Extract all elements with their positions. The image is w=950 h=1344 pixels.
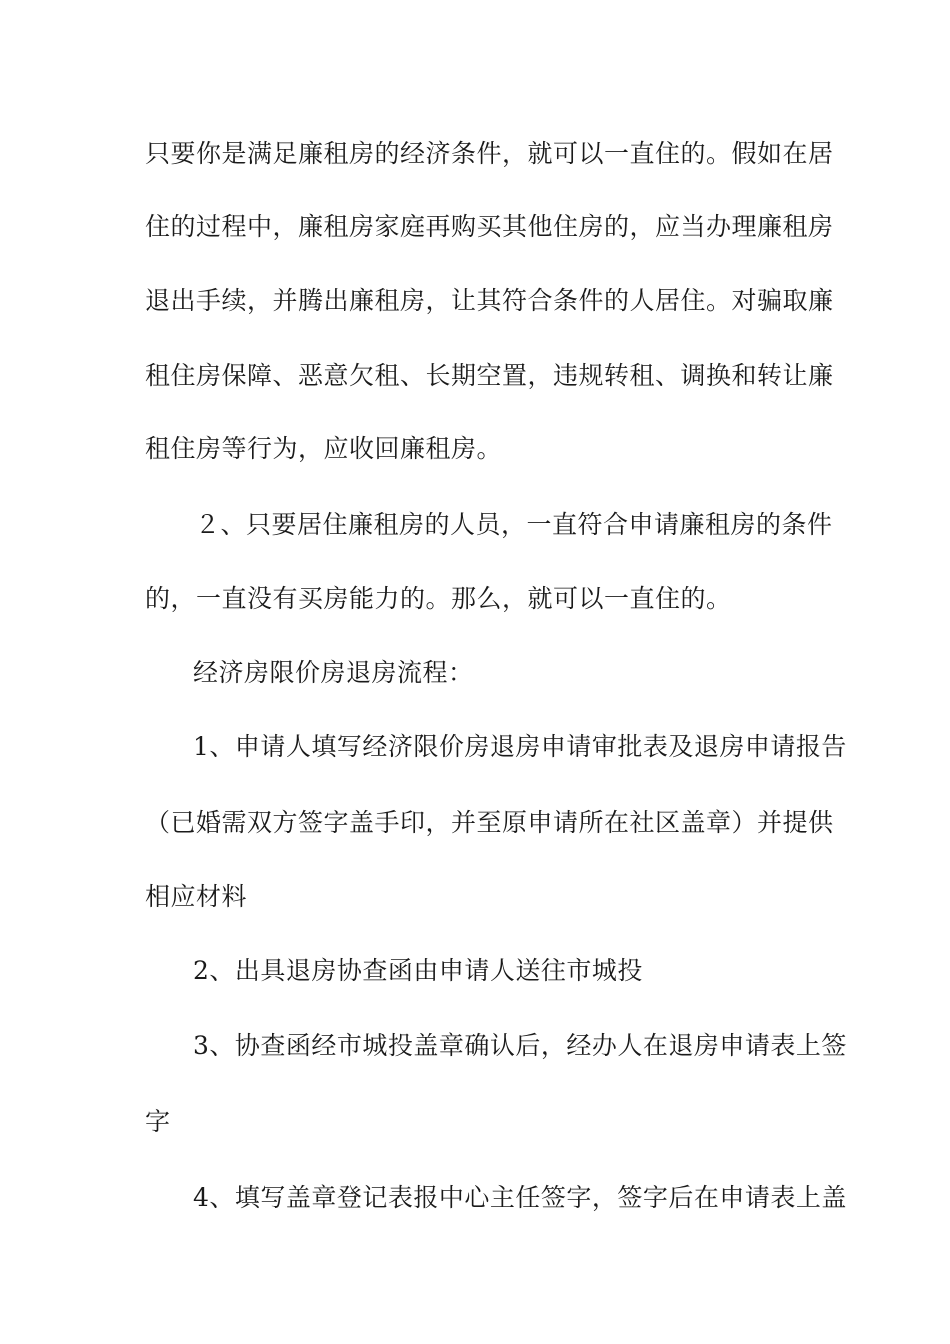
paragraph-line: 住的过程中，廉租房家庭再购买其他住房的，应当办理廉租房 bbox=[145, 212, 834, 241]
paragraph-line: 租住房保障、恶意欠租、长期空置，违规转租、调换和转让廉 bbox=[145, 361, 834, 390]
paragraph-line: 退出手续，并腾出廉租房，让其符合条件的人居住。对骗取廉 bbox=[145, 286, 834, 315]
paragraph-line: 字 bbox=[145, 1107, 171, 1136]
paragraph-line: 4、填写盖章登记表报中心主任签字，签字后在申请表上盖 bbox=[193, 1183, 847, 1212]
paragraph-line: 的，一直没有买房能力的。那么，就可以一直住的。 bbox=[145, 584, 732, 613]
paragraph-line: 租住房等行为，应收回廉租房。 bbox=[145, 434, 503, 463]
section-heading: 经济房限价房退房流程： bbox=[193, 658, 474, 687]
paragraph-line: （已婚需双方签字盖手印，并至原申请所在社区盖章）并提供 bbox=[145, 808, 834, 837]
paragraph-line: 2、出具退房协查函由申请人送往市城投 bbox=[193, 956, 643, 985]
paragraph-line: 1、申请人填写经济限价房退房申请审批表及退房申请报告 bbox=[193, 732, 847, 761]
paragraph-line: 只要你是满足廉租房的经济条件，就可以一直住的。假如在居 bbox=[145, 139, 834, 168]
paragraph-line: 相应材料 bbox=[145, 882, 248, 911]
paragraph-line: ２、只要居住廉租房的人员，一直符合申请廉租房的条件 bbox=[195, 510, 833, 539]
paragraph-line: 3、协查函经市城投盖章确认后，经办人在退房申请表上签 bbox=[193, 1031, 847, 1060]
